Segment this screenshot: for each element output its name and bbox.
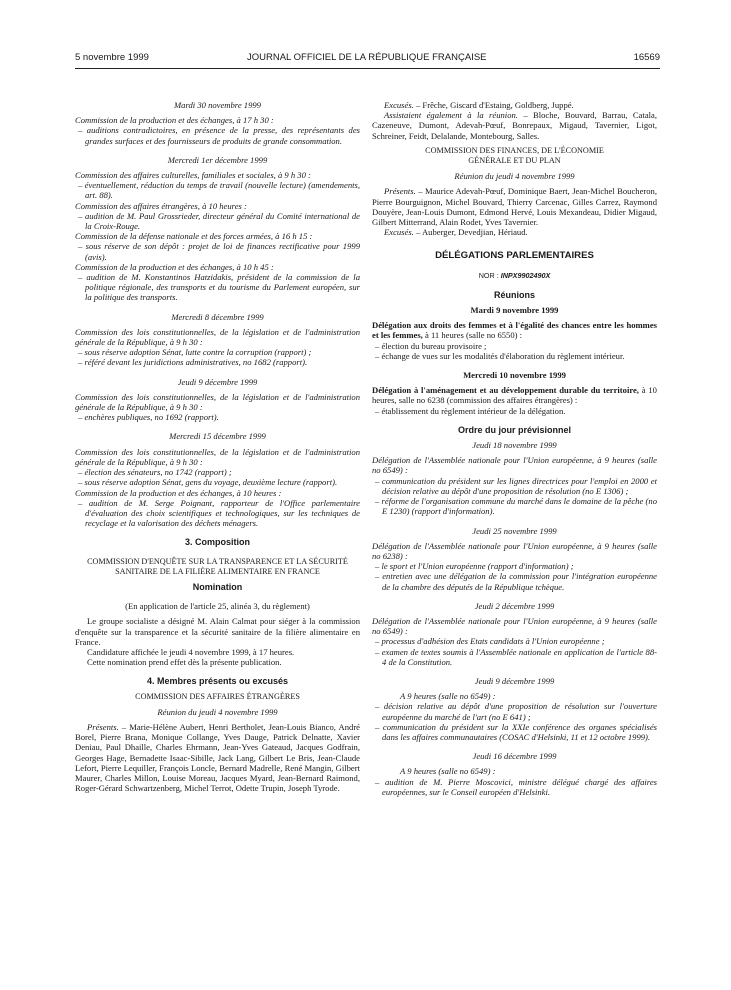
agenda-item: – sous réserve adoption Sénat, lutte contre la corruption (rapport) ; xyxy=(78,347,312,358)
commission-line: Commission des lois constitutionnelles, de la législation et de l'administration générale de la République, à 9 h 30 : xyxy=(75,326,360,348)
agenda-item: – sous réserve adoption Sénat, gens du voyage, deuxième lecture (rapport). xyxy=(78,477,338,488)
subsection-title-agenda: Ordre du jour prévisionnel xyxy=(457,424,572,435)
delegation-name: Délégation à l'aménagement et au développement durable du territoire, xyxy=(372,385,639,396)
agenda-item: – processus d'adhésion des Etats candidats à l'Union européenne ; xyxy=(375,636,605,647)
excused-label: Excusés. xyxy=(384,100,414,110)
meeting-date: Réunion du jeudi 4 novembre 1999 xyxy=(157,706,278,717)
date-heading: Jeudi 18 novembre 1999 xyxy=(472,440,557,451)
section-title-members: 4. Membres présents ou excusés xyxy=(146,676,289,687)
agenda-item: – audition de M. Serge Poignant, rapporteur de l'Office parlementaire d'évaluation des choix scientifiques et technologiques, sur les techniques de recyclage et la valorisation des déchets ménagers. xyxy=(78,497,360,529)
agenda-item: – élection du bureau provisoire ; xyxy=(375,340,487,351)
subsection-title-nomination: Nomination xyxy=(192,581,243,592)
present-list xyxy=(372,186,657,227)
date-heading: Mercredi 8 décembre 1999 xyxy=(171,311,264,322)
nor-label: NOR : xyxy=(478,270,499,280)
delegation-time: à 11 heures (salle no 6550) : xyxy=(424,330,523,341)
present-list xyxy=(75,722,360,793)
agenda-item: – auditions contradictoires, en présence de la presse, des représentants des grandes surfaces et des fournisseurs de produits de grande consommation. xyxy=(78,125,360,146)
paragraph: Le groupe socialiste a désigné M. Alain Calmat pour siéger à la commission d'enquête sur la transparence et la sécurité sanitaire de la filière alimentaire en France. xyxy=(75,616,360,647)
date-heading: Mardi 9 novembre 1999 xyxy=(470,305,559,316)
date-heading: Mercredi 1er décembre 1999 xyxy=(167,154,268,165)
paragraph: Cette nomination prend effet dès la présente publication. xyxy=(87,657,282,668)
delegation-name: Délégation aux droits des femmes et à l'égalité des chances entre les hommes et les femmes, xyxy=(372,320,657,341)
present-label: Présents. xyxy=(384,186,416,197)
agenda-item: – éventuellement, réduction du temps de travail (nouvelle lecture) (amendements, art. 88). xyxy=(78,180,360,201)
date-heading: Jeudi 25 novembre 1999 xyxy=(472,525,557,536)
time-line: A 9 heures (salle no 6549) : xyxy=(400,691,496,702)
section-title-delegations: DÉLÉGATIONS PARLEMENTAIRES xyxy=(435,250,594,262)
header-page-number: 16569 xyxy=(633,52,660,63)
agenda-item: – enchères publiques, no 1692 (rapport). xyxy=(78,412,219,423)
agenda-item: – sous réserve de son dépôt : projet de loi de finances rectificative pour 1999 (avis). xyxy=(78,241,360,262)
date-heading: Jeudi 9 décembre 1999 xyxy=(177,376,258,387)
delegation-line: Délégation de l'Assemblée nationale pour l'Union européenne, à 9 heures (salle no 6549) : xyxy=(372,615,657,637)
commission-line: Commission de la défense nationale et des forces armées, à 16 h 15 : xyxy=(75,231,313,242)
agenda-item: – le sport et l'Union européenne (rapport d'information) ; xyxy=(375,561,574,572)
excused-list xyxy=(372,227,657,237)
present-names: – Marie-Hélène Aubert, Henri Bertholet, Jean-Louis Bianco, André Borel, Pierre Brana, Monique Collange, Yves Dauge, Patrick Delnatte, Xavier Deniau, Paul Dhaille, Charles Ehrmann, Jean-Yves Gateaud, Jacques Godfrain, Georges Hage, Bernadette Isaac-Sibille, Jack Lang, Gilbert Le Bris, Jean-Claude Lefort, Pierre Lequiller, François Loncle, Bernard Madrelle, René Mangin, Gilbert Maurer, Charles Millon, Louise Moreau, Jacques Myard, Jean-Bernard Raimond, Roger-Gérard Schwartzenberg, Michel Terrot, Odette Trupin, Joseph Tyrode. xyxy=(75,721,360,794)
agenda-item: – examen de textes soumis à l'Assemblée nationale en application de l'article 88-4 de la Constitution. xyxy=(375,646,657,667)
commission-line: Commission de la production et des échanges, à 10 heures : xyxy=(75,487,282,498)
nor-code: INPX9902490X xyxy=(500,270,551,280)
agenda-item: – communication du président sur les lignes directrices pour l'emploi en 2000 et décision relative au dépôt d'une proposition de résolution (no E 1306) ; xyxy=(375,475,657,496)
excused-list xyxy=(372,100,657,110)
agenda-item: – décision relative au dépôt d'une proposition de résolution sur l'ouverture européenne du marché de l'art (no E 641) ; xyxy=(375,701,657,722)
delegation-line xyxy=(372,320,657,340)
delegation-time: à 10 heures, salle no 6238 (commission des affaires étrangères) : xyxy=(372,385,657,406)
date-heading: Jeudi 9 décembre 1999 xyxy=(474,675,555,686)
present-names: – Maurice Adevah-Pœuf, Dominique Baert, Jean-Michel Boucheron, Pierre Bourguignon, Michel Bouvard, Thierry Carcenac, Gilles Carrez, Raymond Douyère, Jean-Louis Dumont, Edmond Hervé, Louis Mexandeau, Didier Migaud, Gilbert Mitterrand, Alain Rodet, Yves Tavernier. xyxy=(372,186,657,228)
commission-name: COMMISSION DES FINANCES, DE L'ÉCONOMIE GÉNÉRALE ET DU PLAN xyxy=(425,145,604,166)
date-heading: Jeudi 2 décembre 1999 xyxy=(474,600,555,611)
page-header xyxy=(75,52,660,66)
header-title: JOURNAL OFFICIEL DE LA RÉPUBLIQUE FRANÇAISE xyxy=(247,52,487,63)
commission-line: Commission des affaires étrangères, à 10 heures : xyxy=(75,200,247,211)
commission-line: Commission des lois constitutionnelles, de la législation et de l'administration générale de la République, à 9 h 30 : xyxy=(75,391,360,413)
agenda-item: – entretien avec une délégation de la commission pour l'intégration européenne de la chambre des députés de la République tchèque. xyxy=(375,571,657,592)
commission-name: COMMISSION DES AFFAIRES ÉTRANGÈRES xyxy=(135,691,300,701)
commission-name: COMMISSION D'ENQUÊTE SUR LA TRANSPARENCE ET LA SÉCURITÉ SANITAIRE DE LA FILIÈRE ALIMENTAIRE EN FRANCE xyxy=(87,556,348,576)
delegation-line xyxy=(372,385,657,405)
agenda-item: – audition de M. Paul Grossrieder, directeur général du Comité international de la Croix-Rouge. xyxy=(78,210,360,232)
commission-line: Commission de la production et des échanges, à 10 h 45 : xyxy=(75,261,274,272)
header-date: 5 novembre 1999 xyxy=(75,52,149,63)
agenda-item: – communication du président sur la XXIe conférence des organes spécialisés dans les affaires communautaires (COSAC d'Helsinki, 11 et 12 octobre 1999). xyxy=(375,721,657,742)
agenda-item: – audition de M. Konstantinos Hatzidakis, président de la commission de la politique régionale, des transports et du tourisme du Parlement européen, sur la politique des transports. xyxy=(78,272,360,303)
agenda-item: – réforme de l'organisation commune du marché dans le domaine de la pêche (no E 1230) (rapport d'information). xyxy=(375,496,657,517)
application-note: (En application de l'article 25, alinéa 3, du règlement) xyxy=(125,601,310,612)
attendees-list xyxy=(372,110,657,141)
agenda-item: – audition de M. Pierre Moscovici, ministre délégué chargé des affaires européennes, sur le Conseil européen d'Helsinki. xyxy=(375,776,657,797)
commission-line: Commission des lois constitutionnelles, de la législation et de l'administration générale de la République, à 9 h 30 : xyxy=(75,446,360,467)
attendees-label: Assistaient également à la réunion. xyxy=(384,110,518,121)
nor-reference xyxy=(372,271,657,281)
date-heading: Mercredi 10 novembre 1999 xyxy=(463,370,566,381)
date-heading: Jeudi 16 décembre 1999 xyxy=(472,751,557,762)
commission-line: Commission des affaires culturelles, familiales et sociales, à 9 h 30 : xyxy=(75,170,311,181)
date-heading: Mercredi 15 décembre 1999 xyxy=(169,431,266,442)
attendees-names: – Bloche, Bouvard, Barrau, Catala, Cazeneuve, Dumont, Adevah-Pœuf, Bonrepaux, Migaud, Tavernier, Ligot, Schreiner, Feidt, Delalande, Montebourg, Salles. xyxy=(372,110,657,141)
section-title-composition: 3. Composition xyxy=(185,537,250,548)
meeting-date: Réunion du jeudi 4 novembre 1999 xyxy=(454,171,575,182)
paragraph: Candidature affichée le jeudi 4 novembre 1999, à 17 heures. xyxy=(87,646,295,657)
agenda-item: – référé devant les juridictions administratives, no 1682 (rapport). xyxy=(78,357,308,368)
subsection-title-reunions: Réunions xyxy=(493,289,535,300)
present-label: Présents. xyxy=(87,721,119,732)
commission-line: Commission de la production et des échanges, à 17 h 30 : xyxy=(75,115,274,126)
header-rule xyxy=(75,68,660,69)
excused-names: – Auberger, Devedjian, Hériaud. xyxy=(415,227,528,238)
delegation-line: Délégation de l'Assemblée nationale pour l'Union européenne, à 9 heures (salle no 6549) : xyxy=(372,455,657,476)
agenda-item: – établissement du règlement intérieur de la délégation. xyxy=(375,405,566,416)
time-line: A 9 heures (salle no 6549) : xyxy=(400,766,496,777)
excused-label: Excusés. xyxy=(384,227,414,238)
delegation-line: Délégation de l'Assemblée nationale pour l'Union européenne, à 9 heures (salle no 6238) : xyxy=(372,540,657,561)
agenda-item: – élection des sénateurs, no 1742 (rapport) ; xyxy=(78,467,232,478)
left-column xyxy=(75,100,360,793)
agenda-item: – échange de vues sur les modalités d'élaboration du règlement intérieur. xyxy=(375,350,625,361)
right-column xyxy=(372,100,657,797)
excused-names: – Frêche, Giscard d'Estaing, Goldberg, Juppé. xyxy=(415,100,574,110)
date-heading: Mardi 30 novembre 1999 xyxy=(174,100,261,110)
